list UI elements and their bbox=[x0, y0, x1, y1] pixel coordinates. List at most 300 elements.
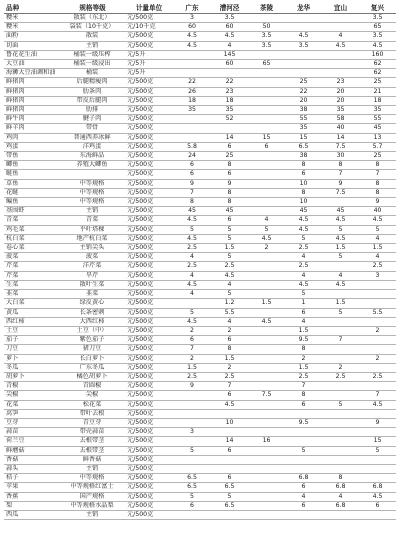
price-cell: 22 bbox=[173, 78, 211, 87]
unit-cell: 元/500克 bbox=[125, 142, 173, 151]
unit-cell: 元/5升 bbox=[125, 50, 173, 59]
price-cell: 1 bbox=[285, 299, 322, 308]
price-cell: 4.5 bbox=[211, 271, 248, 280]
price-cell: 4 bbox=[285, 317, 322, 326]
price-cell: 5.8 bbox=[173, 142, 211, 151]
column-header: 品种 bbox=[4, 3, 59, 14]
product-name-cell: 鸡肉 bbox=[4, 133, 59, 142]
product-name-cell: 桔子 bbox=[4, 474, 59, 483]
price-cell: 5 bbox=[211, 234, 248, 243]
product-name-cell: 海狮大豆油调和油 bbox=[4, 69, 59, 78]
product-name-cell: 蒜苗 bbox=[4, 428, 59, 437]
table-row bbox=[4, 179, 396, 188]
price-cell bbox=[248, 198, 285, 207]
price-cell bbox=[248, 354, 285, 363]
unit-cell: 元/500克 bbox=[125, 41, 173, 50]
column-header: 计量单位 bbox=[125, 3, 173, 14]
product-name-cell: 鲫鱼 bbox=[4, 161, 59, 170]
price-cell: 7 bbox=[173, 188, 211, 197]
price-cell: 6 bbox=[285, 501, 322, 510]
product-name-cell: 草鱼 bbox=[4, 179, 59, 188]
price-cell bbox=[359, 345, 396, 354]
price-cell: 10 bbox=[211, 418, 248, 427]
price-cell bbox=[173, 69, 211, 78]
price-cell: 2 bbox=[359, 354, 396, 363]
price-cell: 62 bbox=[359, 60, 396, 69]
product-name-cell: 蒜头 bbox=[4, 464, 59, 473]
price-cell: 6 bbox=[211, 216, 248, 225]
unit-cell: 元/500克 bbox=[125, 428, 173, 437]
table-row bbox=[4, 326, 396, 335]
price-cell bbox=[322, 510, 359, 519]
price-cell: 4.5 bbox=[173, 234, 211, 243]
grade-cell: 中等规格 bbox=[59, 198, 125, 207]
price-cell: 7 bbox=[173, 345, 211, 354]
price-cell: 6 bbox=[173, 161, 211, 170]
product-name-cell: 生菜 bbox=[4, 280, 59, 289]
price-cell: 22 bbox=[285, 87, 322, 96]
unit-cell: 元/500克 bbox=[125, 170, 173, 179]
price-cell: 2.5 bbox=[211, 262, 248, 271]
price-cell: 10 bbox=[285, 179, 322, 188]
price-cell bbox=[285, 23, 322, 32]
price-cell: 1.5 bbox=[211, 354, 248, 363]
unit-cell: 元/500克 bbox=[125, 14, 173, 23]
price-cell: 8 bbox=[211, 161, 248, 170]
price-cell: 35 bbox=[359, 106, 396, 115]
price-table bbox=[4, 3, 396, 520]
grade-cell: 绿皮黄心 bbox=[59, 299, 125, 308]
price-cell bbox=[248, 510, 285, 519]
price-cell: 45 bbox=[359, 124, 396, 133]
table-row bbox=[4, 60, 396, 69]
price-cell: 6.5 bbox=[211, 501, 248, 510]
price-cell: 3.5 bbox=[359, 14, 396, 23]
unit-cell: 元/500克 bbox=[125, 354, 173, 363]
price-cell: 2.5 bbox=[173, 372, 211, 381]
grade-cell: 旱芹 bbox=[59, 271, 125, 280]
table-row bbox=[4, 474, 396, 483]
price-cell: 4.5 bbox=[173, 32, 211, 41]
price-cell bbox=[248, 170, 285, 179]
price-cell bbox=[211, 409, 248, 418]
table-body bbox=[4, 14, 396, 520]
price-cell bbox=[359, 290, 396, 299]
price-cell: 2 bbox=[322, 363, 359, 372]
price-cell bbox=[248, 124, 285, 133]
grade-cell: 肋条肉 bbox=[59, 87, 125, 96]
product-name-cell: 芹菜 bbox=[4, 262, 59, 271]
unit-cell: 元/500克 bbox=[125, 464, 173, 473]
price-cell: 4.5 bbox=[359, 41, 396, 50]
price-cell: 20 bbox=[322, 96, 359, 105]
price-cell: 4.5 bbox=[359, 400, 396, 409]
table-row bbox=[4, 96, 396, 105]
table-row bbox=[4, 14, 396, 23]
grade-cell: 中等规格红富士 bbox=[59, 483, 125, 492]
price-cell: 9 bbox=[359, 198, 396, 207]
grade-cell: 地产杭白菜 bbox=[59, 234, 125, 243]
price-cell: 7.5 bbox=[322, 188, 359, 197]
price-cell bbox=[285, 69, 322, 78]
price-cell bbox=[285, 14, 322, 23]
price-cell: 3.5 bbox=[248, 41, 285, 50]
price-cell bbox=[248, 363, 285, 372]
unit-cell: 元/500克 bbox=[125, 32, 173, 41]
price-cell: 4.5 bbox=[211, 400, 248, 409]
price-cell: 60 bbox=[211, 60, 248, 69]
price-cell: 1.5 bbox=[211, 244, 248, 253]
table-row bbox=[4, 317, 396, 326]
unit-cell: 元/500克 bbox=[125, 87, 173, 96]
price-cell bbox=[322, 418, 359, 427]
unit-cell: 元/500克 bbox=[125, 372, 173, 381]
grade-cell: 中等规格 bbox=[59, 474, 125, 483]
price-cell: 45 bbox=[173, 207, 211, 216]
price-cell bbox=[248, 308, 285, 317]
column-header: 广东 bbox=[173, 3, 211, 14]
table-row bbox=[4, 510, 396, 519]
price-cell bbox=[248, 428, 285, 437]
price-cell: 30 bbox=[322, 152, 359, 161]
price-cell: 8 bbox=[173, 198, 211, 207]
price-cell: 4 bbox=[248, 216, 285, 225]
price-cell: 4 bbox=[322, 271, 359, 280]
grade-cell: 国产规格 bbox=[59, 492, 125, 501]
product-name-cell: 荷兰豆 bbox=[4, 437, 59, 446]
price-cell: 6.5 bbox=[173, 483, 211, 492]
price-cell bbox=[211, 124, 248, 133]
price-cell bbox=[359, 299, 396, 308]
price-cell: 60 bbox=[173, 23, 211, 32]
table-row bbox=[4, 216, 396, 225]
price-cell: 4.5 bbox=[248, 317, 285, 326]
unit-cell: 元/500克 bbox=[125, 234, 173, 243]
table-row bbox=[4, 437, 396, 446]
price-cell: 45 bbox=[285, 207, 322, 216]
price-cell bbox=[248, 418, 285, 427]
price-cell: 10 bbox=[285, 198, 322, 207]
price-cell: 25 bbox=[285, 78, 322, 87]
table-row bbox=[4, 501, 396, 510]
unit-cell: 元/500克 bbox=[125, 345, 173, 354]
price-cell bbox=[173, 510, 211, 519]
price-cell: 26 bbox=[173, 87, 211, 96]
product-name-cell: 鸡蛋 bbox=[4, 142, 59, 151]
price-cell: 6.5 bbox=[285, 142, 322, 151]
price-cell: 45 bbox=[211, 207, 248, 216]
table-row bbox=[4, 345, 396, 354]
price-cell: 5 bbox=[285, 290, 322, 299]
price-cell bbox=[248, 409, 285, 418]
price-cell: 8 bbox=[285, 161, 322, 170]
grade-cell: 主销 bbox=[59, 464, 125, 473]
unit-cell: 元/500克 bbox=[125, 198, 173, 207]
price-cell: 6 bbox=[248, 142, 285, 151]
table-row bbox=[4, 418, 396, 427]
price-cell: 2.5 bbox=[285, 244, 322, 253]
price-cell bbox=[285, 50, 322, 59]
price-cell: 4.5 bbox=[322, 216, 359, 225]
price-cell: 1.5 bbox=[285, 363, 322, 372]
unit-cell: 元/500克 bbox=[125, 437, 173, 446]
price-cell bbox=[322, 262, 359, 271]
price-cell bbox=[359, 363, 396, 372]
unit-cell: 元/5升 bbox=[125, 69, 173, 78]
price-cell: 6 bbox=[211, 474, 248, 483]
price-cell: 6 bbox=[211, 142, 248, 151]
price-cell: 2.5 bbox=[285, 372, 322, 381]
table-header-row bbox=[4, 3, 396, 14]
price-cell: 5 bbox=[173, 446, 211, 455]
unit-cell: 元/500克 bbox=[125, 124, 173, 133]
unit-cell: 元/500克 bbox=[125, 317, 173, 326]
price-cell: 23 bbox=[211, 87, 248, 96]
price-cell bbox=[322, 391, 359, 400]
price-cell: 2.5 bbox=[359, 372, 396, 381]
table-row bbox=[4, 244, 396, 253]
unit-cell: 元/500克 bbox=[125, 207, 173, 216]
price-cell: 8 bbox=[359, 179, 396, 188]
table-row bbox=[4, 253, 396, 262]
table-row bbox=[4, 382, 396, 391]
price-cell: 16 bbox=[248, 437, 285, 446]
price-cell: 9.5 bbox=[285, 336, 322, 345]
price-cell: 65 bbox=[359, 23, 396, 32]
grade-cell: 主销尖头 bbox=[59, 244, 125, 253]
product-name-cell: 卷心菜 bbox=[4, 244, 59, 253]
unit-cell: 元/500克 bbox=[125, 216, 173, 225]
product-name-cell: 鲜猪肉 bbox=[4, 106, 59, 115]
price-cell: 7 bbox=[359, 170, 396, 179]
price-cell: 6 bbox=[211, 170, 248, 179]
price-cell: 3 bbox=[173, 14, 211, 23]
unit-cell: 元/5升 bbox=[125, 60, 173, 69]
unit-cell: 元/500克 bbox=[125, 262, 173, 271]
price-cell bbox=[248, 188, 285, 197]
price-cell: 6 bbox=[173, 501, 211, 510]
product-name-cell: 粳米 bbox=[4, 14, 59, 23]
grade-cell: 平叶塔棵 bbox=[59, 225, 125, 234]
price-cell: 4.5 bbox=[173, 317, 211, 326]
product-name-cell: 大豆油 bbox=[4, 60, 59, 69]
price-cell bbox=[173, 437, 211, 446]
price-cell: 24 bbox=[173, 152, 211, 161]
price-cell bbox=[248, 336, 285, 345]
product-name-cell: 杭白菜 bbox=[4, 234, 59, 243]
unit-cell: 元/500克 bbox=[125, 483, 173, 492]
price-cell: 35 bbox=[173, 106, 211, 115]
price-cell: 58 bbox=[322, 115, 359, 124]
unit-cell: 元/500克 bbox=[125, 382, 173, 391]
grade-cell: 主销 bbox=[59, 207, 125, 216]
price-cell bbox=[173, 60, 211, 69]
price-cell bbox=[173, 391, 211, 400]
price-cell bbox=[248, 474, 285, 483]
price-cell: 50 bbox=[248, 23, 285, 32]
price-cell: 4 bbox=[285, 253, 322, 262]
price-cell: 9 bbox=[322, 179, 359, 188]
price-cell bbox=[322, 69, 359, 78]
table-row bbox=[4, 280, 396, 289]
price-cell: 55 bbox=[359, 115, 396, 124]
price-cell: 15 bbox=[248, 133, 285, 142]
grade-cell: 紫色茄子 bbox=[59, 336, 125, 345]
price-cell bbox=[322, 437, 359, 446]
price-cell bbox=[322, 345, 359, 354]
price-cell: 21 bbox=[359, 87, 396, 96]
price-cell bbox=[248, 372, 285, 381]
unit-cell: 元/500克 bbox=[125, 78, 173, 87]
price-cell: 5 bbox=[173, 225, 211, 234]
grade-cell: 中等规格 bbox=[59, 179, 125, 188]
column-header: 龙华 bbox=[285, 3, 322, 14]
table-row bbox=[4, 336, 396, 345]
price-cell: 7 bbox=[322, 170, 359, 179]
grade-cell: 去根带茎 bbox=[59, 437, 125, 446]
column-header: 规格等级 bbox=[59, 3, 125, 14]
grade-cell: 青豆芽 bbox=[59, 418, 125, 427]
product-name-cell: 基围虾 bbox=[4, 207, 59, 216]
price-cell: 3.5 bbox=[248, 32, 285, 41]
unit-cell: 元/500克 bbox=[125, 418, 173, 427]
price-cell: 7 bbox=[211, 382, 248, 391]
price-cell bbox=[322, 50, 359, 59]
price-cell bbox=[322, 455, 359, 464]
price-cell: 4.5 bbox=[322, 234, 359, 243]
price-cell bbox=[248, 152, 285, 161]
product-name-cell: 西瓜 bbox=[4, 510, 59, 519]
price-cell: 5 bbox=[322, 308, 359, 317]
grade-cell bbox=[59, 170, 125, 179]
grade-cell: 长白萝卜 bbox=[59, 354, 125, 363]
price-cell: 5 bbox=[322, 400, 359, 409]
price-cell: 8 bbox=[285, 188, 322, 197]
table-row bbox=[4, 152, 396, 161]
product-name-cell: 土豆 bbox=[4, 326, 59, 335]
grade-cell: 带皮后腿肉 bbox=[59, 96, 125, 105]
price-table-sheet bbox=[4, 3, 396, 520]
unit-cell: 元/500克 bbox=[125, 336, 173, 345]
product-name-cell: 花菜 bbox=[4, 400, 59, 409]
price-cell bbox=[173, 464, 211, 473]
price-cell: 4 bbox=[173, 253, 211, 262]
unit-cell: 元/500克 bbox=[125, 326, 173, 335]
product-name-cell: 鸡毛菜 bbox=[4, 225, 59, 234]
price-cell: 4.5 bbox=[322, 280, 359, 289]
price-cell: 25 bbox=[359, 152, 396, 161]
price-cell bbox=[248, 106, 285, 115]
price-cell bbox=[248, 455, 285, 464]
product-name-cell: 花鲢 bbox=[4, 188, 59, 197]
price-cell bbox=[248, 207, 285, 216]
product-name-cell: 韭菜 bbox=[4, 290, 59, 299]
price-cell: 40 bbox=[322, 124, 359, 133]
price-cell: 2.5 bbox=[359, 262, 396, 271]
price-cell: 14 bbox=[211, 133, 248, 142]
price-cell bbox=[359, 280, 396, 289]
unit-cell: 元/500克 bbox=[125, 133, 173, 142]
price-cell: 1.5 bbox=[248, 299, 285, 308]
price-cell: 3.5 bbox=[359, 32, 396, 41]
price-cell bbox=[322, 326, 359, 335]
grade-cell: 东海鲜品 bbox=[59, 152, 125, 161]
table-row bbox=[4, 78, 396, 87]
price-cell: 4.5 bbox=[285, 280, 322, 289]
price-cell: 4 bbox=[173, 271, 211, 280]
price-cell: 6 bbox=[173, 170, 211, 179]
price-cell bbox=[248, 69, 285, 78]
column-header: 漕河泾 bbox=[211, 3, 248, 14]
price-cell: 9.5 bbox=[285, 418, 322, 427]
price-cell bbox=[322, 60, 359, 69]
price-cell: 2.5 bbox=[322, 372, 359, 381]
grade-cell: 洋鸡蛋 bbox=[59, 142, 125, 151]
table-row bbox=[4, 207, 396, 216]
unit-cell: 元/500克 bbox=[125, 253, 173, 262]
price-cell bbox=[211, 69, 248, 78]
price-cell: 1.5 bbox=[322, 244, 359, 253]
price-cell: 20 bbox=[322, 87, 359, 96]
price-cell: 4 bbox=[359, 253, 396, 262]
grade-cell: 袋装（10千克） bbox=[59, 23, 125, 32]
price-cell bbox=[173, 124, 211, 133]
price-cell: 65 bbox=[248, 60, 285, 69]
price-cell: 4 bbox=[285, 271, 322, 280]
price-cell bbox=[359, 317, 396, 326]
price-cell: 5 bbox=[359, 225, 396, 234]
price-cell: 5 bbox=[173, 308, 211, 317]
price-cell: 3 bbox=[359, 271, 396, 280]
price-cell: 4.5 bbox=[173, 216, 211, 225]
price-cell bbox=[285, 409, 322, 418]
price-cell bbox=[173, 115, 211, 124]
price-cell: 6 bbox=[285, 400, 322, 409]
price-cell bbox=[322, 464, 359, 473]
price-cell: 4 bbox=[211, 280, 248, 289]
table-row bbox=[4, 446, 396, 455]
price-cell: 160 bbox=[359, 50, 396, 59]
price-cell bbox=[322, 290, 359, 299]
product-name-cell: 鲜猪肉 bbox=[4, 87, 59, 96]
grade-cell: 桶装一级压榨 bbox=[59, 50, 125, 59]
price-cell: 6 bbox=[285, 483, 322, 492]
product-name-cell: 豆芽 bbox=[4, 418, 59, 427]
price-cell bbox=[248, 50, 285, 59]
price-cell: 4.5 bbox=[173, 41, 211, 50]
grade-cell: 韭菜 bbox=[59, 290, 125, 299]
price-cell: 35 bbox=[285, 124, 322, 133]
price-cell: 145 bbox=[211, 50, 248, 59]
product-name-cell: 面粉 bbox=[4, 32, 59, 41]
table-row bbox=[4, 198, 396, 207]
price-cell: 8 bbox=[322, 161, 359, 170]
table-row bbox=[4, 188, 396, 197]
price-cell bbox=[322, 354, 359, 363]
unit-cell: 元/500克 bbox=[125, 400, 173, 409]
price-cell: 2.5 bbox=[211, 372, 248, 381]
price-cell: 9 bbox=[173, 382, 211, 391]
unit-cell: 元/500克 bbox=[125, 96, 173, 105]
price-cell bbox=[285, 455, 322, 464]
price-cell: 4 bbox=[211, 41, 248, 50]
grade-cell: 鲜香菇 bbox=[59, 455, 125, 464]
price-cell bbox=[248, 96, 285, 105]
unit-cell: 元/500克 bbox=[125, 115, 173, 124]
price-cell: 6 bbox=[211, 446, 248, 455]
price-cell: 8 bbox=[322, 474, 359, 483]
price-cell: 8 bbox=[359, 161, 396, 170]
